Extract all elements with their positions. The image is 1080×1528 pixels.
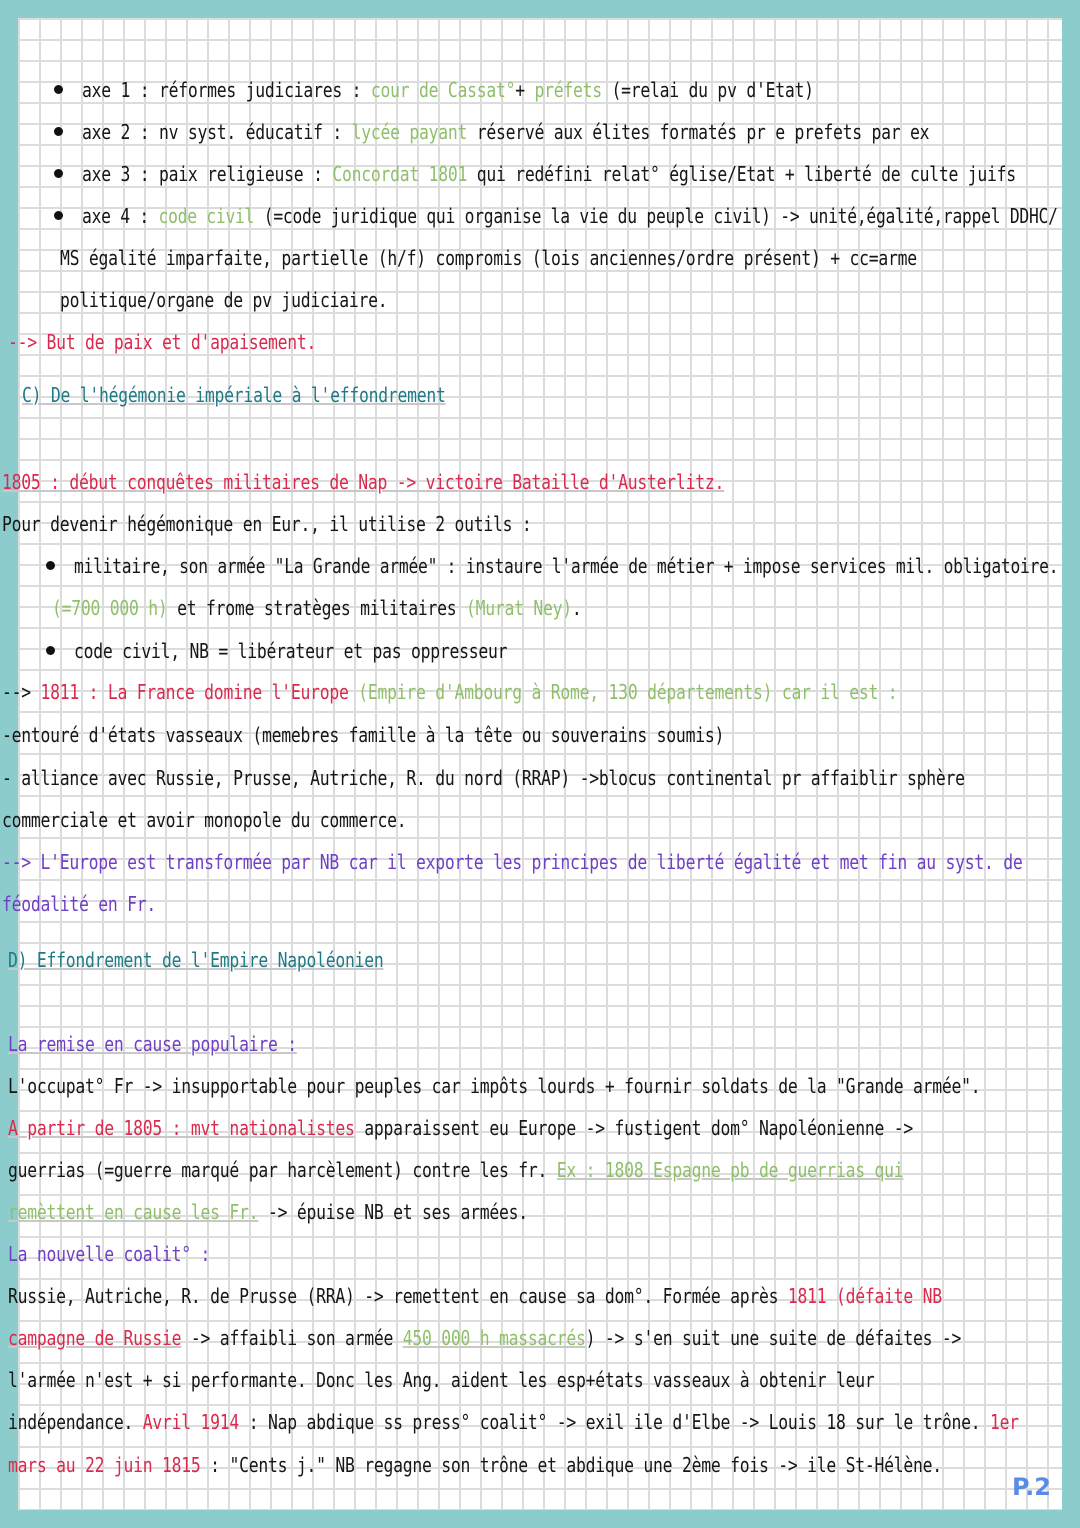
text-segment: La nouvelle coalit° : <box>8 1242 211 1266</box>
text-segment: D) Effondrement de l'Empire Napoléonien <box>8 948 384 972</box>
text-segment: - alliance avec Russie, Prusse, Autriche, R. du nord (RRAP) ->blocus continental pr affaiblir sphère <box>2 766 965 790</box>
text-line-l1 <box>82 76 814 104</box>
bullet-point <box>54 211 63 220</box>
text-segment: axe 3 : paix religieuse : <box>82 162 333 186</box>
text-line-l16 <box>2 764 965 792</box>
text-segment: (Empire d'Ambourg à Rome, 130 départements) car il est : <box>358 680 898 704</box>
text-line-l4 <box>82 202 1058 230</box>
text-line-l15 <box>2 721 724 749</box>
text-line-l21 <box>8 1030 297 1058</box>
bullet-point <box>46 646 55 655</box>
text-segment: qui redéfini relat° église/Etat + liberté de culte juifs <box>467 162 1016 186</box>
text-segment: . <box>571 596 582 620</box>
text-line-l7 <box>8 328 316 356</box>
text-line-l29 <box>8 1366 874 1394</box>
text-segment: et frome stratèges militaires <box>167 596 467 620</box>
notebook-page <box>2 18 1062 1510</box>
text-segment: indépendance. <box>8 1410 143 1434</box>
text-line-l22 <box>8 1072 980 1100</box>
text-line-l24 <box>8 1156 903 1184</box>
text-segment: -> affaibli son armée <box>181 1326 403 1350</box>
text-line-l20 <box>8 946 383 974</box>
text-segment: l'armée n'est + si performante. Donc les Ang. aident les esp+états vasseaux à obtenir leur <box>8 1368 875 1392</box>
text-line-l3 <box>82 160 1016 188</box>
bullet-point <box>46 561 55 570</box>
text-line-l6 <box>60 286 387 314</box>
text-segment: militaire, son armée "La Grande armée" : instaure l'armée de métier + impose services mil. obligatoire. <box>74 554 1059 578</box>
text-segment: préfets <box>534 78 602 102</box>
text-line-l12 <box>52 594 582 622</box>
page-number: P.2 <box>1012 1473 1051 1501</box>
text-segment: --> <box>2 680 41 704</box>
text-segment: commerciale et avoir monopole du commerce. <box>2 808 407 832</box>
text-segment: réservé aux élites formatés pr e prefets par ex <box>467 120 930 144</box>
text-segment: campagne de Russie <box>8 1326 182 1350</box>
text-segment: La remise en cause populaire : <box>8 1032 297 1056</box>
text-segment: 1er <box>990 1410 1019 1434</box>
text-segment: Russie, Autriche, R. de Prusse (RRA) -> remettent en cause sa dom°. Formée après <box>8 1284 788 1308</box>
text-line-l27 <box>8 1282 942 1310</box>
text-line-l19 <box>2 890 156 918</box>
text-line-l31 <box>8 1451 942 1479</box>
text-line-l28 <box>8 1324 961 1352</box>
text-segment: L'occupat° Fr -> insupportable pour peuples car impôts lourds + fournir soldats de la "Grande armée". <box>8 1074 981 1098</box>
text-segment: C) De l'hégémonie impériale à l'effondrement <box>22 383 446 407</box>
text-segment: axe 4 : <box>82 204 159 228</box>
text-segment: Pour devenir hégémonique en Eur., il utilise 2 outils : <box>2 512 532 536</box>
text-segment: (=700 000 h) <box>52 596 168 620</box>
text-segment: + <box>515 78 535 102</box>
text-line-l9 <box>2 468 724 496</box>
text-segment: 450 000 h massacrés <box>402 1326 586 1350</box>
text-segment <box>349 680 359 704</box>
text-segment: MS égalité imparfaite, partielle (h/f) compromis (lois anciennes/ordre présent) + cc=arme <box>60 246 917 270</box>
text-segment: Ex : 1808 Espagne pb de guerrias qui <box>556 1158 904 1182</box>
text-segment: -> épuise NB et ses armées. <box>258 1200 528 1224</box>
text-line-l13 <box>74 637 507 665</box>
text-segment: (=relai du pv d'Etat) <box>601 78 814 102</box>
text-line-l25 <box>8 1198 528 1226</box>
text-segment: 1805 : début conquêtes militaires de Nap -> victoire Bataille d'Austerlitz. <box>2 470 725 494</box>
text-segment: axe 2 : nv syst. éducatif : <box>82 120 352 144</box>
text-segment: code civil, NB = libérateur et pas oppresseur <box>74 639 508 663</box>
text-segment: féodalité en Fr. <box>2 892 157 916</box>
text-segment: --> L'Europe est transformée par NB car il exporte les principes de liberté égalité et met fin au syst. de <box>2 850 1023 874</box>
text-segment: --> But de paix et d'apaisement. <box>8 330 317 354</box>
text-segment: lycée payant <box>351 120 468 144</box>
text-segment: mars au 22 juin 1815 <box>8 1453 201 1477</box>
text-segment: Avril 1914 <box>142 1410 240 1434</box>
text-segment: ) -> s'en suit une suite de défaites -> <box>585 1326 962 1350</box>
text-line-l30 <box>8 1408 1019 1436</box>
text-line-l18 <box>2 848 1023 876</box>
text-segment: : Nap abdique ss press° coalit° -> exil ile d'Elbe -> Louis 18 sur le trône. <box>239 1410 991 1434</box>
text-segment: guerrias (=guerre marqué par harcèlement) contre les fr. <box>8 1158 557 1182</box>
text-segment: : "Cents j." NB regagne son trône et abdique une 2ème fois -> ile St-Hélène. <box>200 1453 942 1477</box>
bullet-point <box>54 85 63 94</box>
text-line-l5 <box>60 244 917 272</box>
bullet-point <box>54 127 63 136</box>
text-line-l11 <box>74 552 1058 580</box>
text-line-l26 <box>8 1240 210 1268</box>
text-segment: -entouré d'états vasseaux (memebres famille à la tête ou souverains soumis) <box>2 723 725 747</box>
text-segment: (=code juridique qui organise la vie du peuple civil) -> unité,égalité,rappel DDHC/ <box>254 204 1058 228</box>
text-segment: A partir de 1805 : mvt nationalistes <box>8 1116 355 1140</box>
text-segment: 1811 (défaite NB <box>787 1284 942 1308</box>
text-segment: politique/organe de pv judiciaire. <box>60 288 388 312</box>
text-line-l8 <box>22 381 446 409</box>
text-line-l14 <box>2 678 897 706</box>
text-segment: cour de Cassat° <box>370 78 516 102</box>
text-segment: 1811 : La France domine l'Europe <box>40 680 349 704</box>
text-line-l2 <box>82 118 929 146</box>
text-segment: remèttent en cause les Fr. <box>8 1200 259 1224</box>
text-segment: apparaissent eu Europe -> fustigent dom° Napoléonienne -> <box>354 1116 914 1140</box>
text-segment: (Murat Ney) <box>466 596 572 620</box>
text-line-l23 <box>8 1114 913 1142</box>
text-segment: code civil <box>158 204 255 228</box>
bullet-point <box>54 169 63 178</box>
text-line-l10 <box>2 510 532 538</box>
text-line-l17 <box>2 806 406 834</box>
text-segment: axe 1 : réformes judiciares : <box>82 78 371 102</box>
text-segment: Concordat 1801 <box>332 162 468 186</box>
